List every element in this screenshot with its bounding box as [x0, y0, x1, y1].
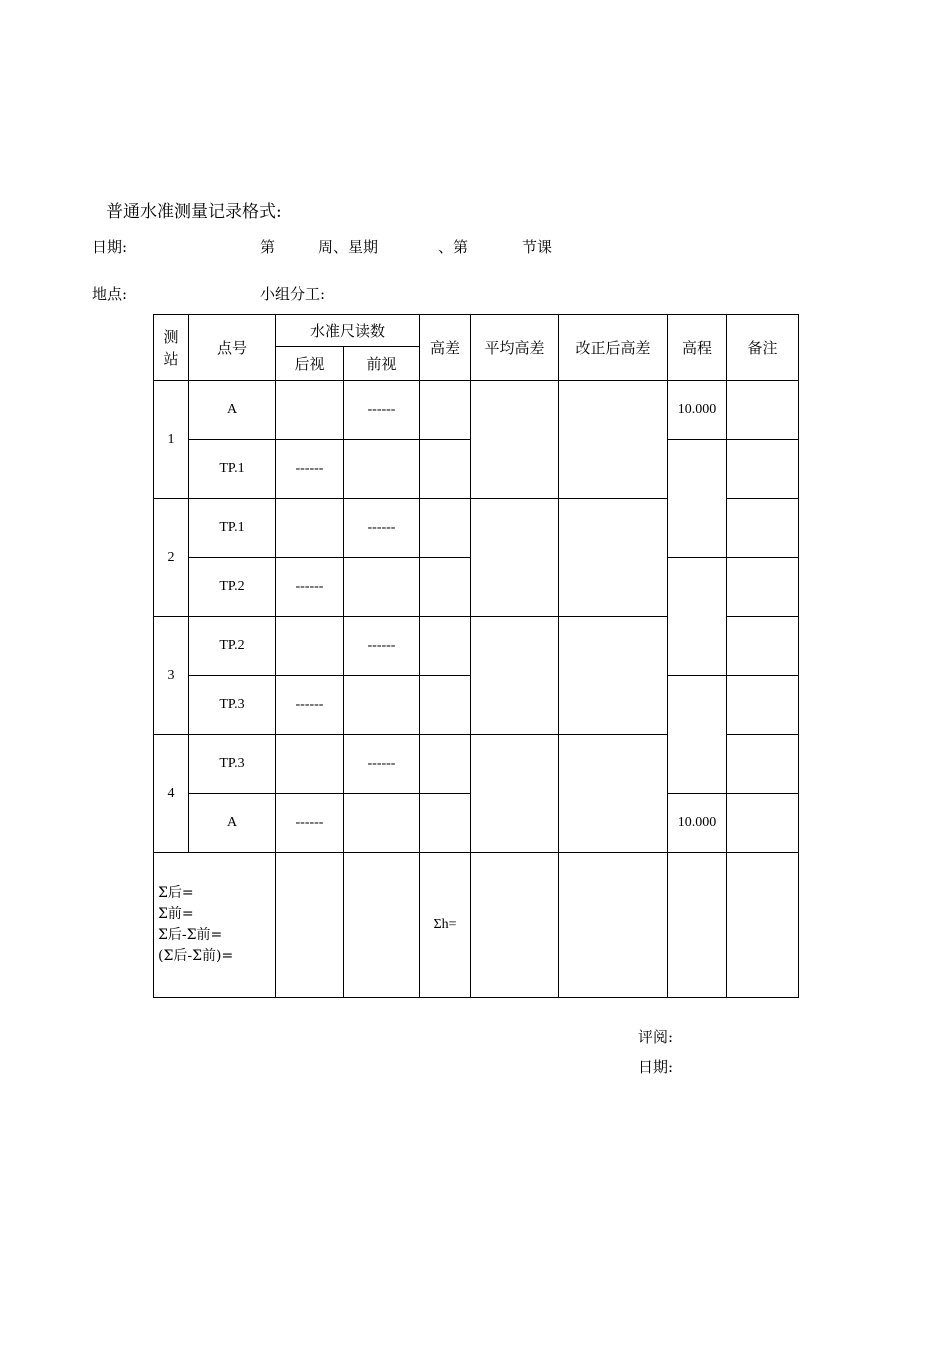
height-diff-cell[interactable]	[420, 676, 471, 735]
foresight-dash: ------	[344, 617, 420, 676]
summary-remarks-cell[interactable]	[727, 853, 799, 998]
station-number: 4	[154, 735, 189, 853]
lesson-suffix: 节课	[522, 238, 553, 256]
backsight-dash: ------	[276, 676, 344, 735]
corrected-height-diff-cell[interactable]	[559, 381, 668, 499]
height-diff-cell[interactable]	[420, 381, 471, 440]
avg-height-diff-cell[interactable]	[471, 499, 559, 617]
height-diff-cell[interactable]	[420, 617, 471, 676]
foresight-dash: ------	[344, 381, 420, 440]
station-number: 1	[154, 381, 189, 499]
header-point: 点号	[189, 315, 276, 381]
remarks-cell[interactable]	[727, 794, 799, 853]
leveling-record-table	[153, 314, 799, 998]
sum-foresight: Σ前=	[158, 906, 194, 922]
sum-backsight: Σ后=	[158, 885, 194, 901]
station-number: 3	[154, 617, 189, 735]
point-cell: TP.2	[189, 617, 276, 676]
backsight-cell[interactable]	[276, 381, 344, 440]
remarks-cell[interactable]	[727, 617, 799, 676]
point-cell: TP.2	[189, 558, 276, 617]
point-cell: TP.3	[189, 735, 276, 794]
avg-height-diff-cell[interactable]	[471, 381, 559, 499]
height-diff-cell[interactable]	[420, 735, 471, 794]
sum-difference: Σ后-Σ前=	[158, 927, 223, 943]
elevation-start: 10.000	[668, 381, 727, 440]
page-title: 普通水准测量记录格式:	[106, 202, 282, 222]
backsight-dash: ------	[276, 440, 344, 499]
summary-avg-cell[interactable]	[471, 853, 559, 998]
sum-difference-check: (Σ后-Σ前)=	[158, 948, 234, 964]
avg-height-diff-cell[interactable]	[471, 735, 559, 853]
corrected-height-diff-cell[interactable]	[559, 499, 668, 617]
foresight-cell[interactable]	[344, 794, 420, 853]
week-mid: 周、星期	[318, 238, 379, 256]
station-number: 2	[154, 499, 189, 617]
place-label: 地点:	[92, 285, 128, 303]
header-corrected-height-diff: 改正后高差	[559, 315, 668, 381]
header-elevation: 高程	[668, 315, 727, 381]
corrected-height-diff-cell[interactable]	[559, 617, 668, 735]
elevation-end: 10.000	[668, 794, 727, 853]
foresight-cell[interactable]	[344, 440, 420, 499]
remarks-cell[interactable]	[727, 558, 799, 617]
sum-height-diff: Σh=	[420, 853, 471, 998]
header-station: 测 站	[154, 315, 189, 381]
backsight-dash: ------	[276, 558, 344, 617]
week-separator: 、第	[438, 238, 469, 256]
height-diff-cell[interactable]	[420, 558, 471, 617]
footer-date-label: 日期:	[638, 1058, 674, 1076]
remarks-cell[interactable]	[727, 735, 799, 794]
elevation-cell[interactable]	[668, 676, 727, 794]
height-diff-cell[interactable]	[420, 794, 471, 853]
elevation-cell[interactable]	[668, 558, 727, 676]
foresight-dash: ------	[344, 499, 420, 558]
header-avg-height-diff: 平均高差	[471, 315, 559, 381]
header-foresight: 前视	[344, 347, 420, 381]
week-prefix: 第	[260, 238, 276, 256]
point-cell: TP.3	[189, 676, 276, 735]
backsight-cell[interactable]	[276, 617, 344, 676]
foresight-dash: ------	[344, 735, 420, 794]
backsight-dash: ------	[276, 794, 344, 853]
summary-row	[154, 853, 799, 998]
backsight-cell[interactable]	[276, 735, 344, 794]
point-cell: A	[189, 381, 276, 440]
summary-formulas	[154, 853, 276, 998]
remarks-cell[interactable]	[727, 676, 799, 735]
remarks-cell[interactable]	[727, 499, 799, 558]
foresight-cell[interactable]	[344, 676, 420, 735]
point-cell: A	[189, 794, 276, 853]
corrected-height-diff-cell[interactable]	[559, 735, 668, 853]
avg-height-diff-cell[interactable]	[471, 617, 559, 735]
header-remarks: 备注	[727, 315, 799, 381]
summary-corrected-cell[interactable]	[559, 853, 668, 998]
elevation-cell[interactable]	[668, 440, 727, 558]
date-label: 日期:	[92, 238, 128, 256]
backsight-cell[interactable]	[276, 499, 344, 558]
height-diff-cell[interactable]	[420, 499, 471, 558]
point-cell: TP.1	[189, 440, 276, 499]
header-reading-group: 水准尺读数	[276, 315, 420, 347]
summary-elevation-cell[interactable]	[668, 853, 727, 998]
review-label: 评阅:	[638, 1028, 674, 1046]
header-height-diff: 高差	[420, 315, 471, 381]
summary-foresight-cell[interactable]	[344, 853, 420, 998]
table-row	[154, 381, 799, 440]
summary-backsight-cell[interactable]	[276, 853, 344, 998]
height-diff-cell[interactable]	[420, 440, 471, 499]
remarks-cell[interactable]	[727, 440, 799, 499]
foresight-cell[interactable]	[344, 558, 420, 617]
remarks-cell[interactable]	[727, 381, 799, 440]
group-label: 小组分工:	[260, 285, 326, 303]
header-backsight: 后视	[276, 347, 344, 381]
point-cell: TP.1	[189, 499, 276, 558]
